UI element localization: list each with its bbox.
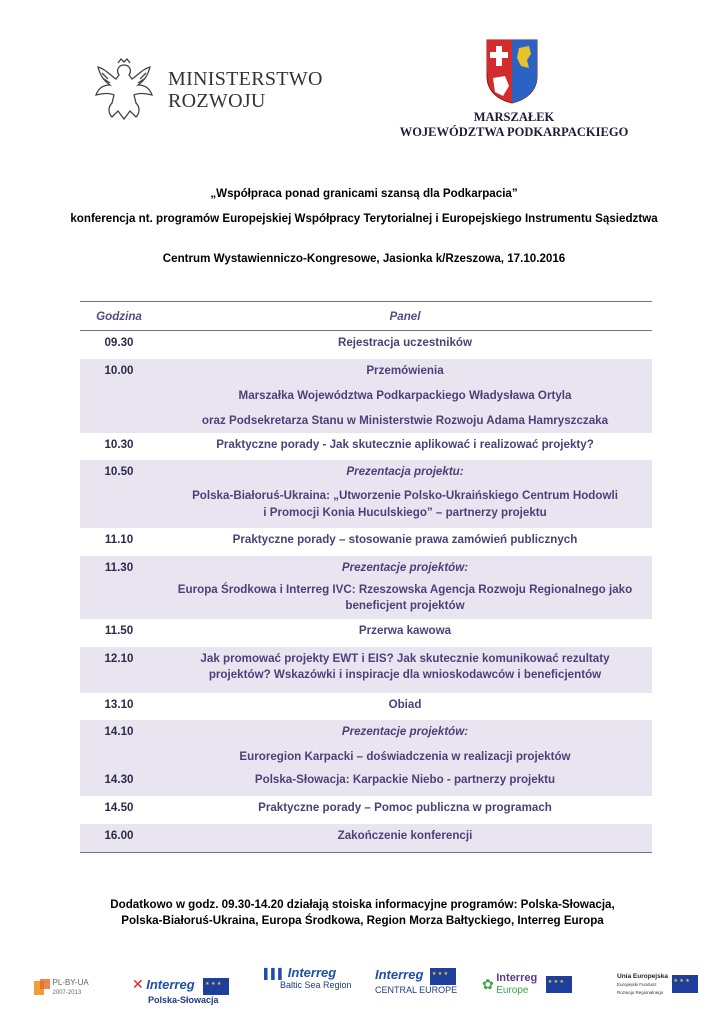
row-panel: Prezentacje projektów: — [341, 725, 469, 738]
agenda-table — [80, 301, 652, 853]
agenda-row — [80, 720, 652, 768]
row-time: 10.30 — [104, 438, 134, 451]
row-panel: oraz Podsekretarza Stanu w Ministerstwie Rozwoju Adama Hamryszczaka — [201, 414, 609, 427]
row-panel: Rejestracja uczestników — [337, 336, 473, 349]
col-time-header: Godzina — [96, 309, 142, 323]
agenda-row — [80, 796, 652, 824]
row-time: 14.30 — [104, 773, 134, 786]
interreg-plsk-logo — [132, 976, 229, 1005]
row-panel: Polska-Białoruś-Ukraina: „Utworzenie Polsko-Ukraińskiego Centrum Hodowli — [192, 489, 618, 502]
conference-title: „Współpraca ponad granicami szansą dla Podkarpacia” — [210, 187, 518, 200]
conference-subtitle: konferencja nt. programów Europejskiej Współpracy Terytorialnej i Europejskiego Instrumentu Sąsiedztwa — [70, 212, 658, 225]
row-time: 11.50 — [104, 624, 134, 637]
row-time: 10.00 — [104, 364, 134, 377]
row-time: 10.50 — [104, 465, 134, 478]
row-time: 09.30 — [104, 336, 134, 349]
interreg-europe-sub: Europe — [496, 985, 529, 996]
row-panel: projektów? Wskazówki i inspiracje dla wnioskodawców i beneficjentów — [208, 668, 602, 681]
row-panel: Praktyczne porady - Jak skutecznie aplikować i realizować projekty? — [216, 438, 594, 451]
eu-flag-icon — [203, 978, 229, 995]
row-panel: Jak promować projekty EWT i EIS? Jak skutecznie komunikować rezultaty — [200, 652, 610, 665]
eu-flag-icon — [672, 975, 698, 993]
ministry-line2: ROZWOJU — [168, 90, 266, 112]
eu-title: Unia Europejska — [617, 973, 668, 980]
row-panel: Praktyczne porady – stosowanie prawa zamówień publicznych — [232, 533, 578, 546]
marshal-line1: MARSZAŁEK — [473, 110, 555, 124]
row-panel: Obiad — [388, 698, 422, 711]
plbyua-mark-icon — [34, 979, 50, 997]
interreg-plsk-sub: Polska-Słowacja — [148, 995, 219, 1006]
row-panel: beneficjent projektów — [345, 599, 465, 612]
agenda-row — [80, 359, 652, 433]
interreg-ce-logo — [375, 968, 457, 995]
row-time: 11.30 — [104, 561, 134, 574]
agenda-row — [80, 433, 652, 460]
interreg-baltic-sub: Baltic Sea Region — [280, 980, 352, 990]
row-panel: Europa Środkowa i Interreg IVC: Rzeszowska Agencja Rozwoju Regionalnego jako — [177, 583, 633, 596]
conference-place: Centrum Wystawienniczo-Kongresowe, Jasionka k/Rzeszowa, 17.10.2016 — [162, 252, 566, 265]
baltic-bars-icon: ▌▌▌ — [264, 969, 286, 980]
info-note — [60, 897, 665, 929]
agenda-row — [80, 693, 652, 720]
agenda-row — [80, 556, 652, 619]
agenda-header — [80, 301, 652, 331]
plbyua-text: PL-BY-UA — [52, 978, 89, 987]
col-panel-header: Panel — [389, 309, 421, 323]
eu-flag-icon — [430, 968, 456, 985]
agenda-row — [80, 824, 652, 853]
plbyua-logo — [34, 978, 89, 998]
row-panel: Praktyczne porady – Pomoc publiczna w programach — [258, 801, 552, 814]
row-panel: Przemówienia — [366, 364, 444, 377]
agenda-row — [80, 528, 652, 556]
eu-logo — [617, 972, 698, 996]
ministry-name — [168, 68, 323, 112]
row-time: 11.10 — [104, 533, 134, 546]
row-panel: Prezentacja projektu: — [346, 465, 464, 478]
interreg-ce-name: Interreg — [375, 967, 424, 982]
interreg-plsk-name: Interreg — [146, 977, 195, 992]
eagle-emblem-icon — [88, 55, 160, 127]
row-time: 14.50 — [104, 801, 134, 814]
eu-fund: Europejski Fundusz Rozwoju Regionalnego — [617, 982, 664, 995]
row-panel: i Promocji Konia Huculskiego” – partnerzy projektu — [263, 506, 547, 519]
row-panel: Zakończenie konferencji — [337, 829, 473, 842]
interreg-baltic-logo — [264, 966, 352, 990]
puzzle-icon: ✿ — [482, 976, 494, 992]
row-panel: Euroregion Karpacki – doświadczenia w realizacji projektów — [239, 750, 571, 763]
ministry-line1: MINISTERSTWO — [168, 68, 323, 90]
agenda-row — [80, 619, 652, 647]
agenda-row — [80, 768, 652, 796]
plbyua-years: 2007-2013 — [52, 990, 82, 996]
row-time: 14.10 — [104, 725, 134, 738]
eu-flag-icon — [546, 976, 572, 993]
marshal-line2: WOJEWÓDZTWA PODKARPACKIEGO — [399, 125, 629, 139]
interreg-baltic-name: Interreg — [287, 965, 337, 980]
row-time: 13.10 — [104, 698, 134, 711]
row-time: 16.00 — [104, 829, 134, 842]
agenda-row — [80, 647, 652, 693]
agenda-row — [80, 460, 652, 528]
info-note-line2: Polska-Białoruś-Ukraina, Europa Środkowa, Region Morza Bałtyckiego, Interreg Europa — [121, 914, 604, 927]
marshal-title — [378, 110, 650, 140]
interreg-x-icon: ✕ — [132, 976, 144, 992]
row-panel: Prezentacje projektów: — [341, 561, 469, 574]
interreg-europe-logo — [482, 972, 572, 997]
agenda-row — [80, 331, 652, 359]
row-panel: Marszałka Województwa Podkarpackiego Władysława Ortyla — [238, 389, 572, 402]
interreg-ce-sub: CENTRAL EUROPE — [375, 985, 458, 996]
podkarpackie-crest-icon — [485, 38, 539, 104]
row-time: 12.10 — [104, 652, 134, 665]
row-panel: Polska-Słowacja: Karpackie Niebo - partnerzy projektu — [254, 773, 556, 786]
info-note-line1: Dodatkowo w godz. 09.30-14.20 działają stoiska informacyjne programów: Polska-Słowacja, — [110, 898, 615, 911]
interreg-europe-name: Interreg — [496, 972, 538, 984]
row-panel: Przerwa kawowa — [358, 624, 452, 637]
